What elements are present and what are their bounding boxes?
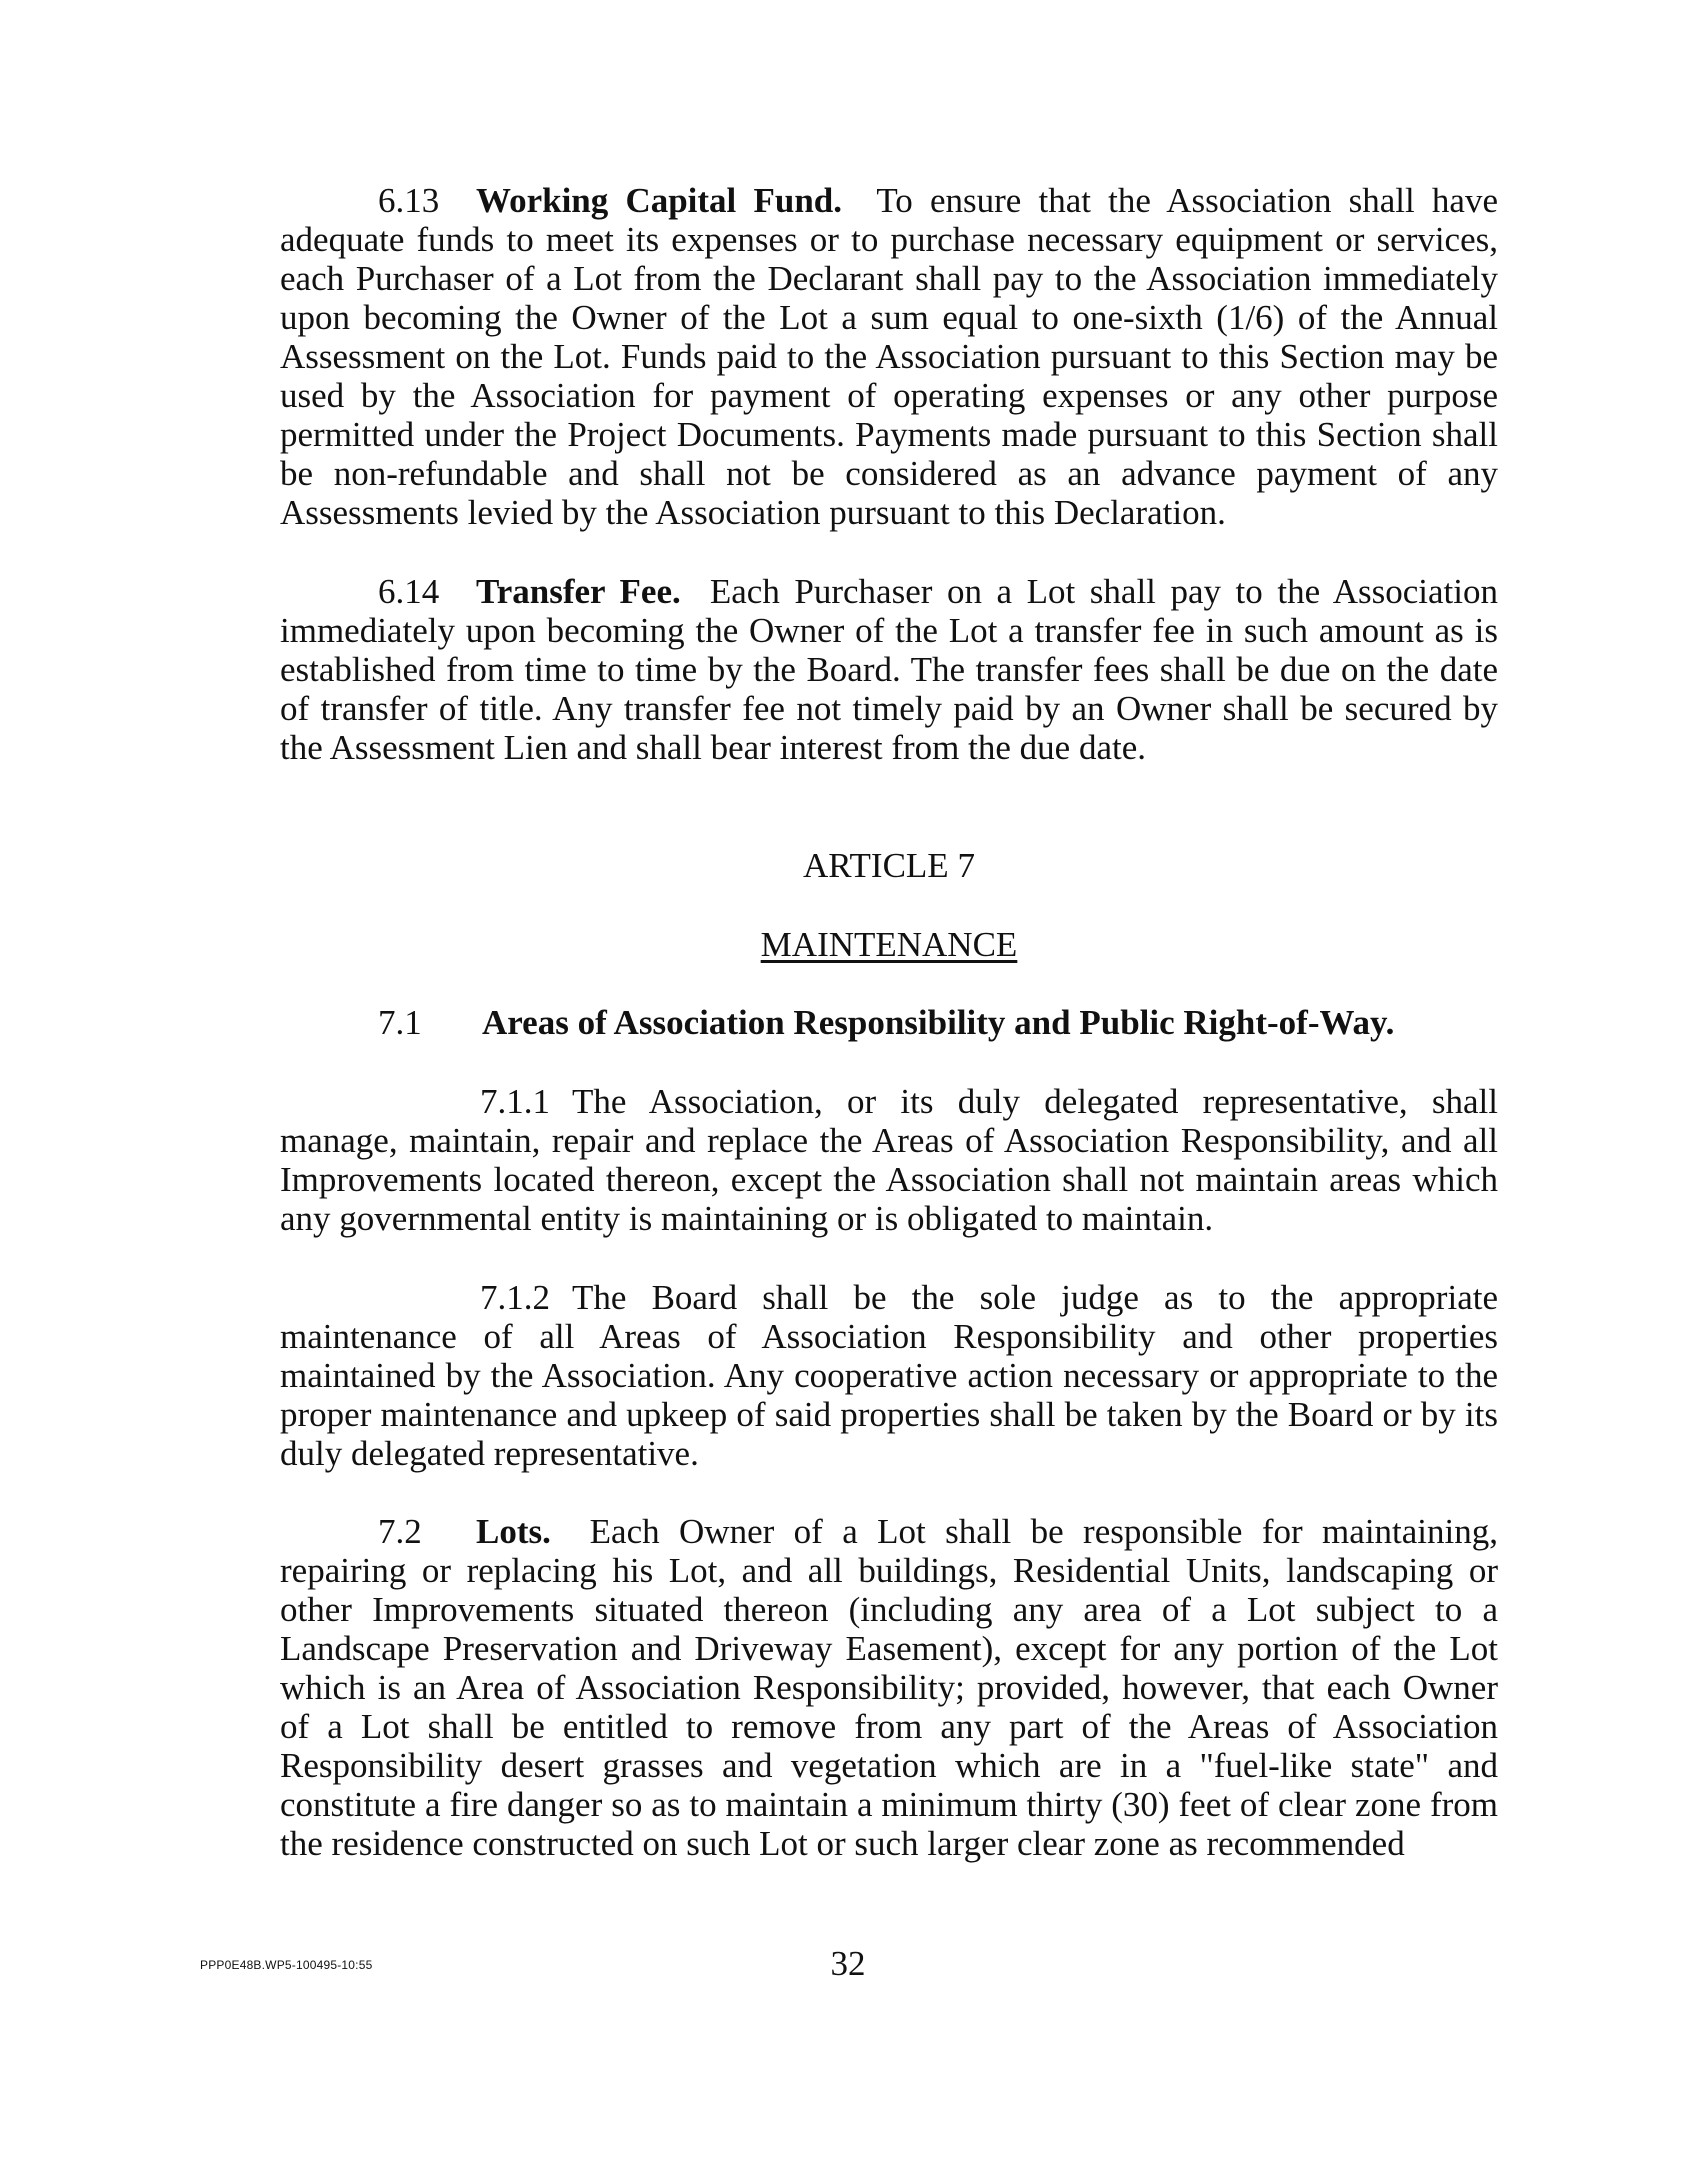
section-body: The Association, or its duly delegated representative, shall manage, maintain, repair and replace the Areas of Association Responsibility, and all Improvements located thereon, except the Association shall not maintain areas which any governmental entity is maintaining or is obligated to maintain. (280, 1082, 1498, 1238)
section-body: Each Purchaser on a Lot shall pay to the Association immediately upon becoming the Owner of the Lot a transfer fee in such amount as is established from time to time by the Board. The transfer fees shall be due on the date of transfer of title. Any transfer fee not timely paid by an Owner shall be secured by the Assessment Lien and shall bear interest from the due date. (280, 572, 1498, 767)
section-7-1-1 (280, 1082, 1498, 1238)
section-7-1-2-paragraph (280, 1278, 1498, 1473)
section-number: 6.14 (378, 572, 440, 611)
section-body: Each Owner of a Lot shall be responsible for maintaining, repairing or replacing his Lot, and all buildings, Residential Units, landscaping or other Improvements situated thereon (including any area of a Lot subject to a Landscape Preservation and Driveway Easement), except for any portion of the Lot which is an Area of Association Responsibility; provided, however, that each Owner of a Lot shall be entitled to remove from any part of the Areas of Association Responsibility desert grasses and vegetation which are in a "fuel-like state" and constitute a fire danger so as to maintain a minimum thirty (30) feet of clear zone from the residence constructed on such Lot or such larger clear zone as recommended (280, 1512, 1498, 1863)
section-title: Transfer Fee. (476, 572, 681, 611)
section-6-13 (280, 181, 1498, 532)
section-number: 7.1 (378, 1003, 422, 1042)
section-number: 7.1.1 (480, 1082, 550, 1121)
section-7-2 (280, 1512, 1498, 1863)
section-title: Lots. (476, 1512, 551, 1551)
section-7-1-1-paragraph (280, 1082, 1498, 1238)
section-title: Working Capital Fund. (476, 181, 842, 220)
section-body: To ensure that the Association shall have adequate funds to meet its expenses or to purchase necessary equipment or services, each Purchaser of a Lot from the Declarant shall pay to the Association immediately upon becoming the Owner of the Lot a sum equal to one-sixth (1/6) of the Annual Assessment on the Lot. Funds paid to the Association pursuant to this Section may be used by the Association for payment of operating expenses or any other purpose permitted under the Project Documents. Payments made pursuant to this Section shall be non-refundable and shall not be considered as an advance payment of any Assessments levied by the Association pursuant to this Declaration. (280, 181, 1498, 532)
section-number: 6.13 (378, 181, 440, 220)
article-title-wrap (280, 925, 1498, 964)
section-number: 7.1.2 (480, 1278, 550, 1317)
section-number: 7.2 (378, 1512, 422, 1551)
article-title: MAINTENANCE (760, 925, 1018, 964)
section-6-14-paragraph (280, 572, 1498, 767)
page-number: 32 (830, 1944, 866, 1983)
section-6-14 (280, 572, 1498, 767)
article-label: ARTICLE 7 (803, 846, 975, 885)
section-6-13-paragraph (280, 181, 1498, 532)
section-title: Areas of Association Responsibility and Public Right-of-Way. (482, 1003, 1395, 1042)
section-body: The Board shall be the sole judge as to the appropriate maintenance of all Areas of Association Responsibility and other properties maintained by the Association. Any cooperative action necessary or appropriate to the proper maintenance and upkeep of said properties shall be taken by the Board or by its duly delegated representative. (280, 1278, 1498, 1473)
section-7-1-2 (280, 1278, 1498, 1473)
section-7-1-heading (378, 1003, 1394, 1042)
section-7-2-paragraph (280, 1512, 1498, 1863)
footer-document-id: PPP0E48B.WP5-100495-10:55 (200, 1958, 373, 1972)
